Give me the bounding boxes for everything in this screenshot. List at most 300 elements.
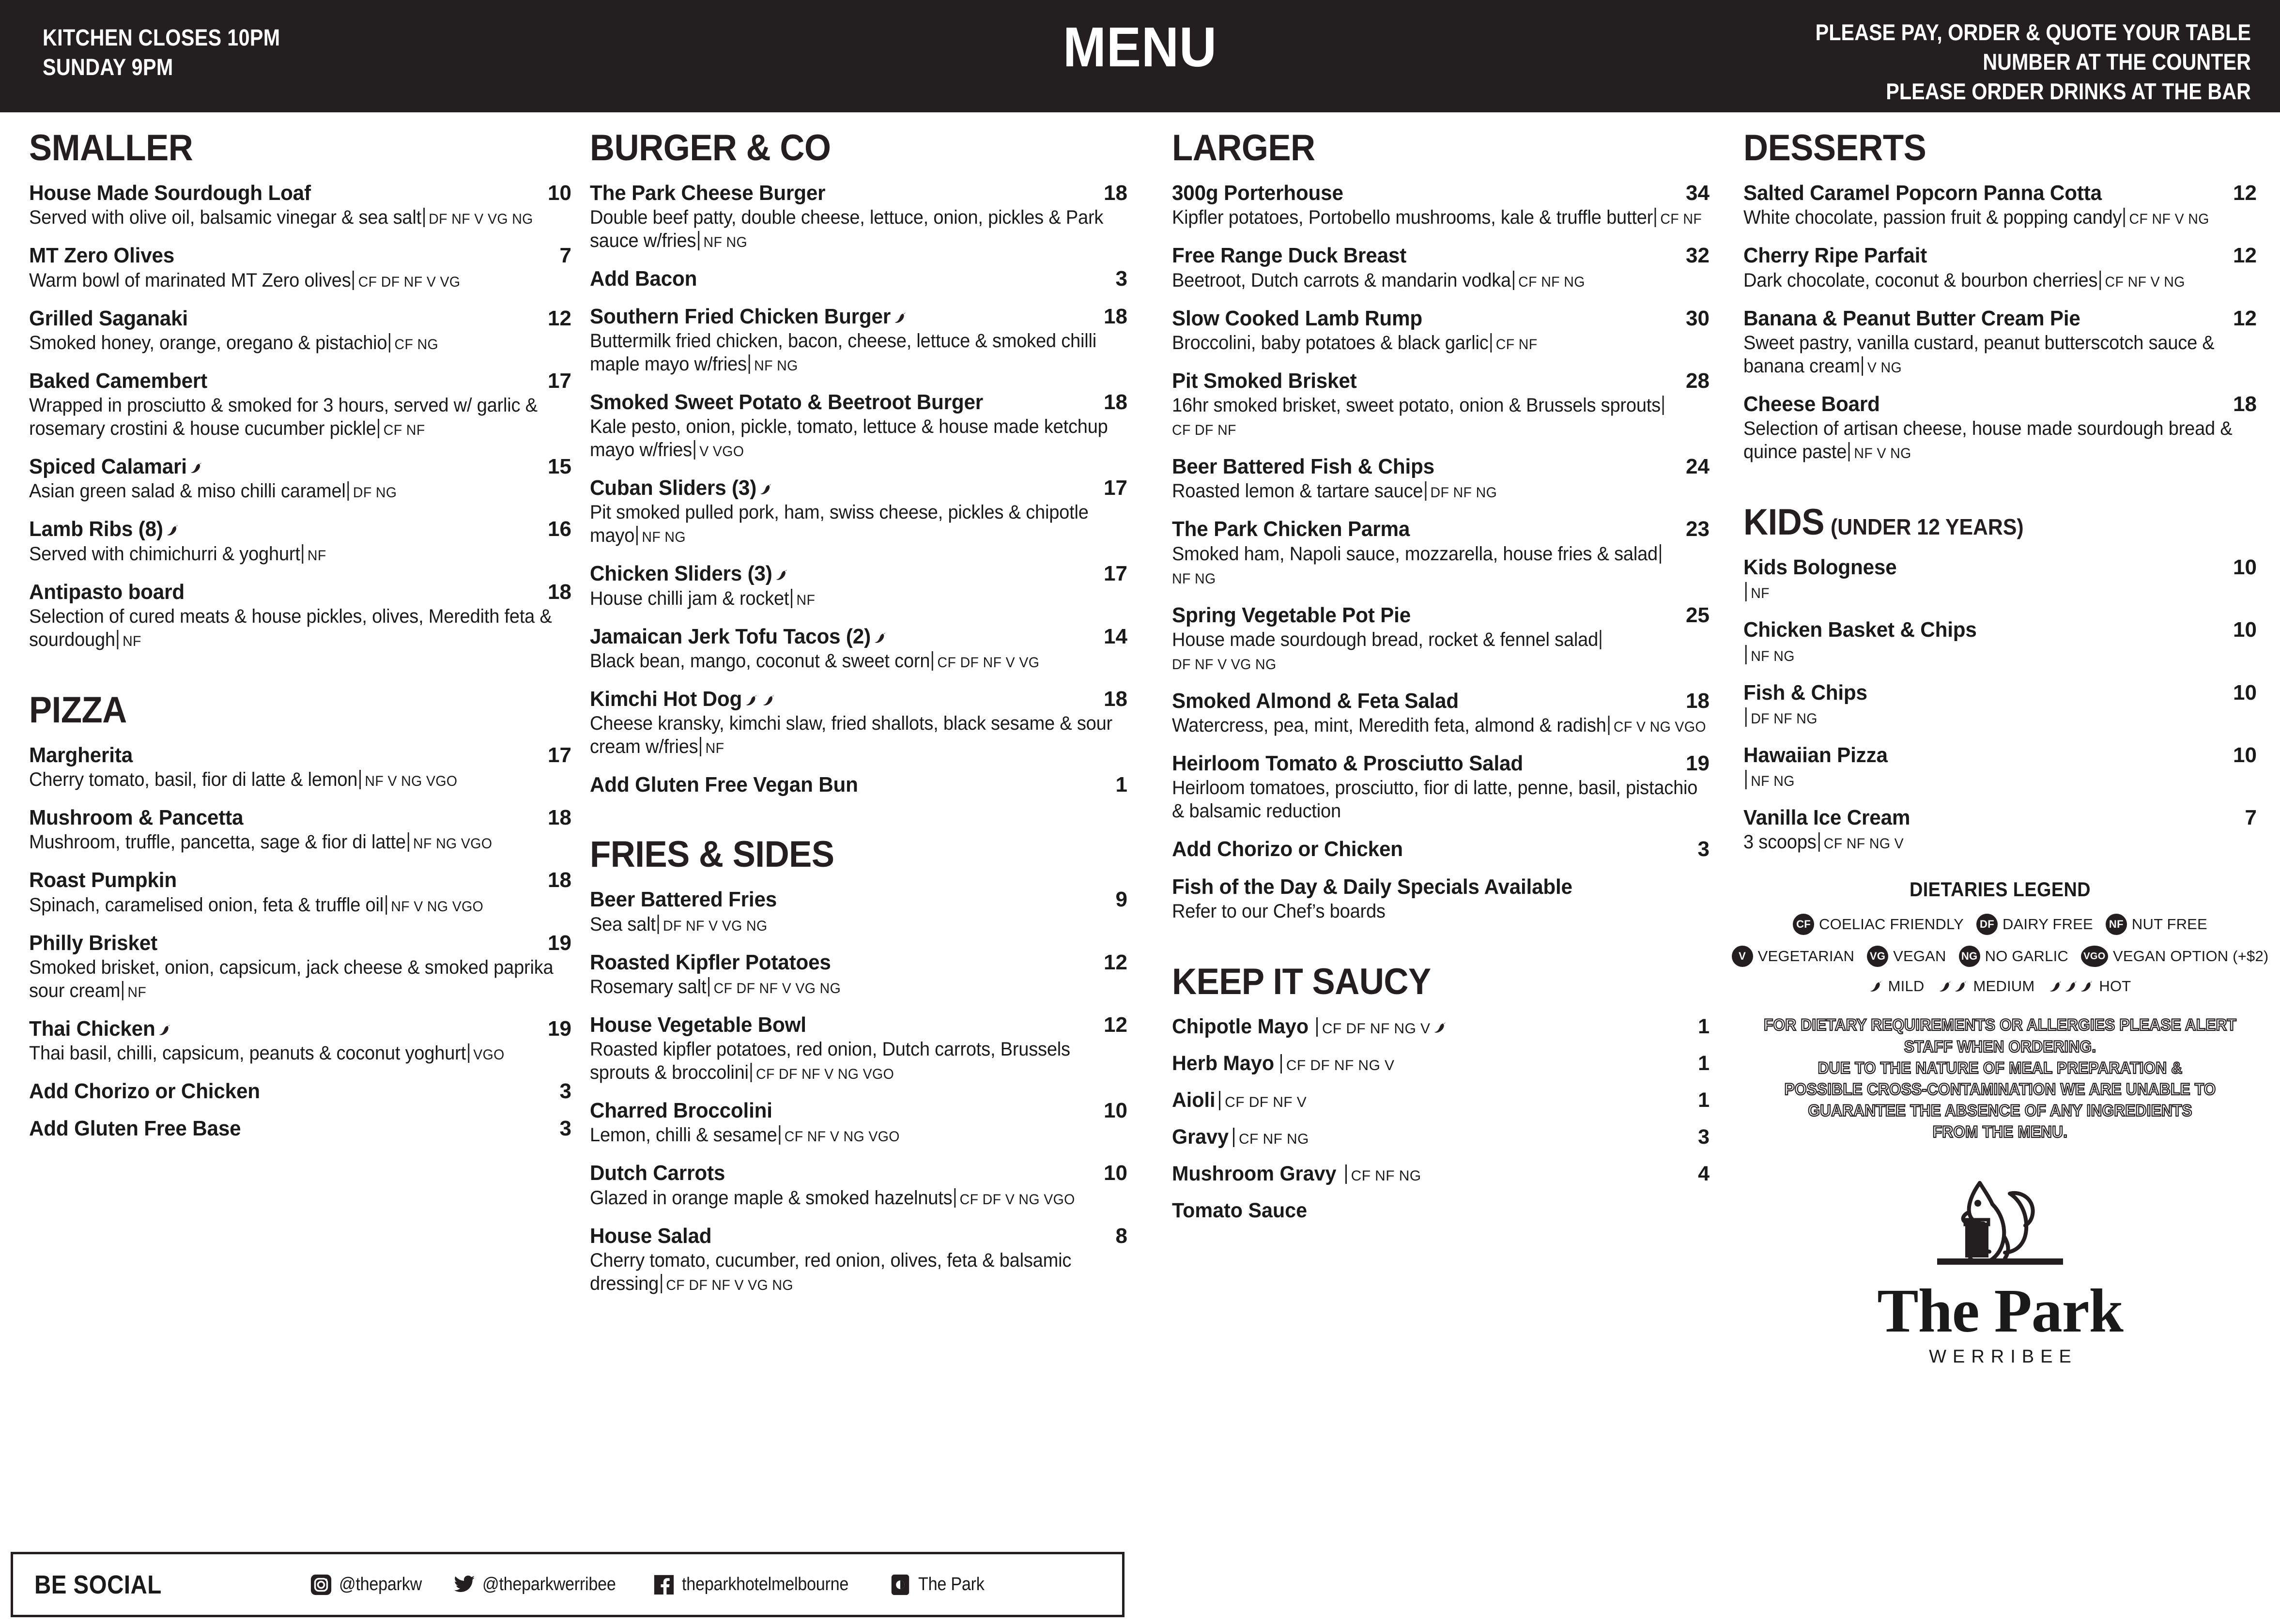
kitchen-hours-line-1: KITCHEN CLOSES 10PM [43, 25, 280, 51]
menu-item[interactable] [1172, 517, 1710, 588]
menu-item-name: Heirloom Tomato & Prosciutto Salad [1172, 751, 1523, 776]
larger-extras-list [1172, 837, 1710, 861]
diet-divider [1745, 582, 1747, 601]
heat-level-label: MEDIUM [1973, 978, 2035, 995]
section-title-pizza: PIZZA [29, 689, 127, 731]
menu-item-description: Black bean, mango, coconut & sweet corn CF DF NF V VG [590, 650, 1040, 672]
menu-item-price: 18 [2233, 392, 2257, 416]
section-title-kids [1743, 504, 2221, 541]
menu-item-price: 32 [1686, 244, 1710, 268]
diet-divider [791, 589, 792, 608]
diet-codes: NF NG [642, 529, 686, 546]
menu-item-description: Smoked ham, Napoli sauce, mozzarella, house fries & saladNF NG [1172, 542, 1708, 589]
menu-item-name: Beer Battered Fish & Chips [1172, 455, 1434, 479]
menu-item[interactable] [29, 244, 571, 291]
section-title-burger: BURGER & CO [590, 127, 831, 169]
diet-divider [700, 737, 701, 756]
menu-item-description: Smoked brisket, onion, capsicum, jack cheese & smoked paprika sour cream NF [29, 956, 554, 1001]
disclaimer-line: DUE TO THE NATURE OF MEAL PREPARATION & [1818, 1058, 2183, 1077]
menu-item-price: 10 [1104, 1099, 1127, 1123]
legend-badge-df: DF [1976, 914, 1998, 935]
menu-item-description: House chilli jam & rocket NF [590, 587, 816, 609]
be-social-bar [11, 1552, 1125, 1617]
menu-extra-name: Add Gluten Free Vegan Bun [590, 773, 858, 797]
menu-item-head [1172, 244, 1710, 267]
diet-codes: NF V NG VGO [391, 898, 484, 915]
diet-codes: DF NF NG [1430, 485, 1497, 501]
menu-item-price: 34 [1686, 181, 1710, 205]
menu-item-price: 25 [1686, 603, 1710, 627]
diet-divider [302, 544, 304, 564]
menu-item[interactable] [590, 181, 1127, 252]
menu-item-price: 17 [548, 368, 571, 393]
diet-codes: NF NG VGO [413, 836, 493, 852]
menu-item[interactable] [29, 455, 571, 503]
menu-item-name: MT Zero Olives [29, 244, 175, 268]
menu-item-description: Thai basil, chilli, capsicum, peanuts & coconut yoghurt VGO [29, 1042, 505, 1064]
diet-divider [698, 231, 699, 250]
legend-badge-vg: VG [1867, 946, 1888, 967]
chilli-icon [1939, 979, 1953, 994]
diet-codes: DF NF V VG NG [1172, 656, 1277, 673]
diet-codes: CF NF V NG VGO [784, 1129, 900, 1145]
menu-item-head [29, 369, 571, 393]
diet-divider [661, 1274, 662, 1293]
diet-codes: CF NG [394, 336, 439, 352]
diet-divider [954, 1188, 955, 1208]
burger-add-bacon-row [590, 267, 1127, 291]
logo-wordmark: The Park [1877, 1276, 2123, 1345]
diet-codes: CF DF NF NG V [1286, 1057, 1395, 1073]
diet-codes: DF NF V VG NG [429, 211, 533, 228]
diet-divider [1660, 544, 1661, 564]
menu-item-price: 23 [1686, 517, 1710, 541]
menu-item[interactable] [590, 950, 1127, 998]
diet-divider [1608, 716, 1609, 735]
diet-divider [122, 981, 123, 1000]
menu-extra-name: Add Chorizo or Chicken [29, 1079, 260, 1103]
ordering-instructions [1816, 17, 2251, 106]
heat-level-item [1939, 978, 2034, 995]
menu-item-name: Pit Smoked Brisket [1172, 368, 1357, 393]
heat-level-item [1869, 978, 1925, 995]
diet-divider [1745, 707, 1747, 727]
menu-item[interactable] [590, 390, 1127, 461]
sauce-diet [1343, 1164, 1685, 1184]
diet-codes: NF [705, 740, 724, 757]
diet-divider [932, 651, 933, 671]
menu-item[interactable] [29, 306, 571, 354]
diet-divider [694, 440, 695, 460]
menu-item-name: Smoked Almond & Feta Salad [1172, 689, 1459, 713]
menu-item[interactable] [590, 1013, 1127, 1084]
diet-divider [1345, 1164, 1347, 1184]
menu-item-price: 24 [1686, 455, 1710, 479]
menu-item-description: Cherry tomato, cucumber, red onion, olives, feta & balsamic dressing CF DF NF V VG NG [590, 1249, 1072, 1294]
diet-divider [1818, 832, 1819, 852]
menu-item[interactable] [590, 562, 1127, 610]
menu-item-price: 28 [1686, 368, 1710, 393]
menu-item[interactable] [590, 687, 1127, 758]
diet-codes: DF NG [353, 485, 397, 501]
menu-item-price: 12 [1104, 950, 1127, 974]
menu-item-name: The Park Chicken Parma [1172, 517, 1410, 541]
social-handle: @theparkw [339, 1574, 422, 1594]
menu-item[interactable] [1743, 806, 2257, 854]
menu-item-description: Lemon, chilli & sesame CF NF V NG VGO [590, 1124, 900, 1146]
daily-specials-note [1172, 875, 1710, 923]
legend-badge-v: V [1732, 946, 1753, 967]
diet-codes: NF NG [1172, 570, 1216, 587]
menu-item[interactable] [1172, 244, 1710, 291]
menu-item-head [590, 1161, 1127, 1185]
legend-label: VEGETARIAN [1757, 948, 1855, 965]
diet-divider [1745, 645, 1747, 664]
be-social-title: BE SOCIAL [34, 1570, 162, 1599]
menu-item-name: Thai Chicken [29, 1017, 514, 1041]
menu-extra-name: Add Gluten Free Base [29, 1117, 241, 1141]
menu-item[interactable] [1172, 689, 1710, 737]
menu-item[interactable] [590, 1099, 1127, 1147]
menu-item[interactable] [29, 369, 571, 440]
sauce-row[interactable] [1172, 1088, 1710, 1112]
diet-codes: NF [307, 547, 326, 564]
chilli-icon [2064, 979, 2079, 994]
heat-level-item [2049, 978, 2131, 995]
menu-item-description: 3 scoops CF NF NG V [1743, 831, 1904, 853]
menu-item-head [1743, 743, 2257, 767]
column-burger-fries [590, 127, 1127, 1310]
menu-item-price: 17 [1104, 476, 1127, 500]
menu-item-head [29, 244, 571, 267]
menu-item-description: Dark chocolate, coconut & bourbon cherries CF NF V NG [1743, 269, 2185, 291]
diet-divider [779, 1125, 780, 1145]
menu-item-description: Double beef patty, double cheese, lettuce, onion, pickles & Park sauce w/fries NF NG [590, 207, 1104, 252]
menu-item-head [1743, 681, 2257, 705]
menu-item-description: Kipfler potatoes, Portobello mushrooms, kale & truffle butter CF NF [1172, 207, 1702, 229]
kids-item-list [1743, 555, 2257, 854]
menu-item-name: Antipasto board [29, 580, 185, 604]
menu-item-head [590, 687, 1127, 711]
menu-item[interactable] [1743, 743, 2257, 791]
menu-item-description: Cheese kransky, kimchi slaw, fried shallots, black sesame & sour cream w/fries NF [590, 713, 1113, 758]
diet-divider [1600, 630, 1602, 649]
diet-codes: NF NG [1751, 648, 1795, 664]
menu-item[interactable] [1172, 306, 1710, 354]
menu-item[interactable] [1172, 181, 1710, 229]
diet-codes: NF [127, 984, 147, 1000]
diet-codes: CF NF NG V [1823, 836, 1904, 852]
brand-logo [1743, 1165, 2257, 1367]
diet-codes: V NG [1867, 359, 1902, 376]
kids-title-sub: (UNDER 12 YEARS) [1831, 514, 2024, 540]
menu-item-price: 16 [548, 517, 571, 541]
menu-item-name: House Salad [590, 1224, 712, 1248]
menu-item-name: Cherry Ripe Parfait [1743, 244, 1927, 268]
sauce-row[interactable] [1172, 1162, 1710, 1186]
legend-item [1732, 946, 1855, 967]
menu-item-head [29, 868, 571, 892]
menu-extra-price: 1 [1115, 773, 1127, 797]
menu-item-name: Roasted Kipfler Potatoes [590, 950, 831, 974]
menu-extra-row[interactable] [590, 773, 1127, 797]
menu-item-price: 12 [548, 306, 571, 330]
social-handle: @theparkwerribee [482, 1574, 616, 1594]
menu-item-name: Chicken Sliders (3) [590, 562, 1071, 585]
chilli-icon [762, 693, 776, 707]
chilli-icon [158, 1023, 172, 1037]
menu-item-head [590, 888, 1127, 911]
social-handle: The Park [918, 1574, 985, 1594]
social-link[interactable] [453, 1574, 631, 1596]
menu-item-head [1172, 603, 1710, 627]
legend-item [1867, 946, 1946, 967]
menu-item-name: The Park Cheese Burger [590, 181, 826, 205]
heat-level-label: MILD [1888, 978, 1925, 995]
disclaimer-line: GUARANTEE THE ABSENCE OF ANY INGREDIENTS [1808, 1102, 2192, 1120]
dessert-item-list [1743, 181, 2257, 463]
menu-item[interactable] [1172, 455, 1710, 503]
menu-item-description: Served with chimichurri & yoghurt NF [29, 543, 326, 565]
menu-item-price: 7 [559, 244, 571, 268]
diet-divider [658, 915, 659, 934]
menu-item-description: Kale pesto, onion, pickle, tomato, lettuce & house made ketchup mayo w/fries V VGO [590, 416, 1108, 461]
menu-item-price: 14 [1104, 624, 1127, 648]
menu-item-head [590, 476, 1127, 500]
sauce-diet [1314, 1017, 1685, 1037]
menu-item-price: 10 [2233, 555, 2257, 580]
section-title-fries: FRIES & SIDES [590, 834, 834, 875]
sauce-price: 1 [1698, 1051, 1710, 1075]
pizza-extras-list [29, 1079, 571, 1141]
menu-item-price: 10 [2233, 680, 2257, 705]
menu-item[interactable] [1172, 751, 1710, 823]
menu-item-description: Served with olive oil, balsamic vinegar & sea salt DF NF V VG NG [29, 207, 533, 229]
disclaimer-line: FOR DIETARY REQUIREMENTS OR ALLERGIES PLEASE ALERT [1763, 1016, 2237, 1035]
menu-extra-row[interactable] [29, 1117, 571, 1140]
fries-item-list [590, 888, 1127, 1295]
daily-specials-description: Refer to our Chef’s boards [1172, 900, 1386, 922]
menu-item-name: Salted Caramel Popcorn Panna Cotta [1743, 181, 2102, 205]
menu-item-price: 18 [1104, 181, 1127, 205]
menu-item[interactable] [590, 305, 1127, 376]
diet-divider [408, 832, 409, 852]
menu-item-name: Fish & Chips [1743, 680, 1867, 705]
chilli-icon [1954, 979, 1969, 994]
menu-item[interactable] [1743, 392, 2257, 463]
diet-divider [1745, 770, 1747, 789]
menu-item[interactable] [1172, 603, 1710, 674]
menu-item[interactable] [1743, 555, 2257, 603]
menu-item-description: Broccolini, baby potatoes & black garlic CF NF [1172, 332, 1538, 353]
menu-item[interactable] [29, 1017, 571, 1065]
menu-item-description: Sea salt DF NF V VG NG [590, 913, 768, 935]
chilli-icon [775, 567, 789, 582]
sauce-price: 1 [1698, 1014, 1710, 1038]
menu-item[interactable] [590, 476, 1127, 547]
diet-divider [1655, 208, 1656, 227]
diet-divider [1862, 356, 1863, 376]
sauce-name: Mushroom Gravy [1172, 1162, 1337, 1185]
legend-badge-cf: CF [1793, 914, 1814, 935]
diet-codes: CF DF NF NG V [1322, 1020, 1431, 1037]
sauce-row[interactable] [1172, 1052, 1710, 1075]
menu-extra-row[interactable] [1172, 837, 1710, 861]
daily-specials-name: Fish of the Day & Daily Specials Available [1172, 874, 1572, 899]
chilli-icon [745, 693, 759, 707]
diet-divider [749, 354, 750, 374]
column-desserts-kids [1739, 127, 2269, 1367]
menu-item[interactable] [590, 1224, 1127, 1295]
menu-item-head [590, 390, 1127, 414]
menu-item-head [590, 562, 1127, 585]
menu-item[interactable] [29, 806, 571, 854]
diet-codes: VGO [473, 1047, 505, 1063]
menu-item-name: House Vegetable Bowl [590, 1012, 806, 1037]
social-link[interactable] [310, 1574, 431, 1596]
menu-item[interactable] [29, 181, 571, 229]
app-icon [889, 1574, 911, 1596]
header-bar [0, 0, 2280, 112]
menu-item-price: 15 [548, 455, 571, 479]
social-links [310, 1574, 992, 1596]
sauce-name: Herb Mayo [1172, 1051, 1275, 1075]
squirrel-logo-icon [1925, 1165, 2075, 1277]
chilli-icon [894, 310, 908, 325]
menu-item-name: Kids Bolognese [1743, 555, 1897, 580]
menu-item[interactable] [1743, 306, 2257, 378]
section-title-smaller: SMALLER [29, 127, 193, 169]
menu-item-price: 17 [1104, 562, 1127, 586]
menu-item-head [1172, 369, 1710, 393]
menu-item-name: Chicken Basket & Chips [1743, 618, 1977, 642]
menu-item-head [1743, 555, 2257, 579]
menu-item-name: Kimchi Hot Dog [590, 687, 1071, 711]
sauce-row[interactable] [1172, 1015, 1710, 1039]
menu-item-description [1743, 768, 2255, 791]
menu-item[interactable] [29, 743, 571, 791]
facebook-icon [653, 1574, 675, 1596]
menu-item[interactable] [590, 888, 1127, 935]
social-link[interactable] [889, 1574, 992, 1596]
menu-item-head [1743, 306, 2257, 330]
menu-item-price: 18 [1104, 304, 1127, 328]
menu-item[interactable] [1743, 618, 2257, 666]
menu-item[interactable] [1743, 181, 2257, 229]
diet-divider [347, 481, 349, 501]
menu-extra-row[interactable] [590, 267, 1127, 291]
diet-divider [2099, 271, 2101, 290]
menu-item-description: Beetroot, Dutch carrots & mandarin vodka CF NF NG [1172, 269, 1585, 291]
menu-extra-price: 3 [1115, 267, 1127, 291]
menu-item-head [590, 950, 1127, 974]
legend-row-2 [1739, 946, 2269, 967]
diet-divider [636, 526, 638, 545]
legend-item [2106, 914, 2207, 935]
menu-item-name: Philly Brisket [29, 931, 157, 955]
legend-badge-ng: NG [1959, 946, 1980, 967]
menu-item-price: 18 [1104, 390, 1127, 414]
menu-item-head [29, 455, 571, 478]
diet-codes: CF NF V NG [2105, 274, 2185, 290]
diet-divider [1280, 1054, 1282, 1073]
social-link[interactable] [653, 1574, 867, 1596]
menu-item-description: Wrapped in prosciutto & smoked for 3 hours, served w/ garlic & rosemary crostini & house cucumber pickle CF NF [29, 395, 538, 440]
menu-item-price: 12 [1104, 1012, 1127, 1037]
menu-item-description [1743, 643, 2255, 666]
menu-item-description: Rosemary salt CF DF NF V VG NG [590, 976, 841, 997]
menu-item-description: Mushroom, truffle, pancetta, sage & fior di latte NF NG VGO [29, 831, 493, 853]
diet-divider [1490, 333, 1492, 352]
menu-item[interactable] [29, 517, 571, 565]
legend-label: NUT FREE [2131, 916, 2207, 933]
menu-extra-name: Add Bacon [590, 267, 697, 291]
chilli-icon [190, 460, 204, 475]
menu-item-price: 12 [2233, 244, 2257, 268]
sauce-row[interactable] [1172, 1199, 1710, 1223]
diet-codes: CF DF NF V NG VGO [755, 1066, 894, 1083]
diet-divider [2124, 208, 2125, 227]
menu-item[interactable] [590, 1161, 1127, 1209]
menu-item-head [1172, 306, 1710, 330]
menu-item-price: 19 [1686, 751, 1710, 776]
menu-item[interactable] [1172, 369, 1710, 440]
chilli-icon [167, 523, 181, 537]
legend-item [1793, 914, 1964, 935]
menu-item-name: Smoked Sweet Potato & Beetroot Burger [590, 390, 984, 414]
kids-title-main: KIDS [1743, 502, 1825, 543]
diet-divider [1219, 1091, 1220, 1110]
sauce-diet [1231, 1128, 1685, 1148]
diet-codes: CF NF [1495, 336, 1538, 352]
menu-item[interactable] [29, 580, 571, 651]
menu-item-price: 9 [1115, 888, 1127, 912]
diet-codes: CF DF NF V [1225, 1094, 1307, 1110]
diet-codes: NF [1751, 585, 1770, 602]
menu-item[interactable] [1743, 244, 2257, 291]
menu-item-price: 19 [548, 1016, 571, 1041]
saucy-item-list [1172, 1015, 1710, 1223]
menu-item-description: Watercress, pea, mint, Meredith feta, almond & radish CF V NG VGO [1172, 715, 1706, 736]
diet-divider [385, 895, 387, 915]
menu-item[interactable] [590, 625, 1127, 673]
diet-divider [1425, 481, 1426, 501]
menu-item-price: 18 [548, 868, 571, 892]
menu-item-name: Mushroom & Pancetta [29, 806, 244, 830]
menu-item[interactable] [29, 868, 571, 916]
burger-extras-list [590, 773, 1127, 797]
sauce-price: 3 [1698, 1125, 1710, 1149]
menu-item-description: Cherry tomato, basil, fior di latte & lemon NF V NG VGO [29, 769, 458, 791]
menu-item-name: 300g Porterhouse [1172, 181, 1343, 205]
menu-item-description [1743, 705, 2255, 729]
legend-item [1976, 914, 2093, 935]
sauce-name: Aioli [1172, 1088, 1216, 1112]
menu-item-name: Baked Camembert [29, 368, 208, 393]
diet-codes: V VGO [699, 444, 744, 460]
diet-codes: CF DF NF [1172, 422, 1236, 439]
diet-codes: CF DF NF V VG [937, 654, 1040, 671]
menu-item-name: Jamaican Jerk Tofu Tacos (2) [590, 625, 1071, 648]
menu-item[interactable] [29, 931, 571, 1002]
legend-heat-row [1743, 978, 2257, 995]
menu-item[interactable] [1743, 681, 2257, 729]
menu-extra-row[interactable] [29, 1079, 571, 1103]
diet-codes: CF DF NF V VG [358, 274, 461, 290]
diet-codes: CF NF V NG [2129, 211, 2209, 228]
sauce-row[interactable] [1172, 1125, 1710, 1149]
menu-item-head [29, 931, 571, 955]
